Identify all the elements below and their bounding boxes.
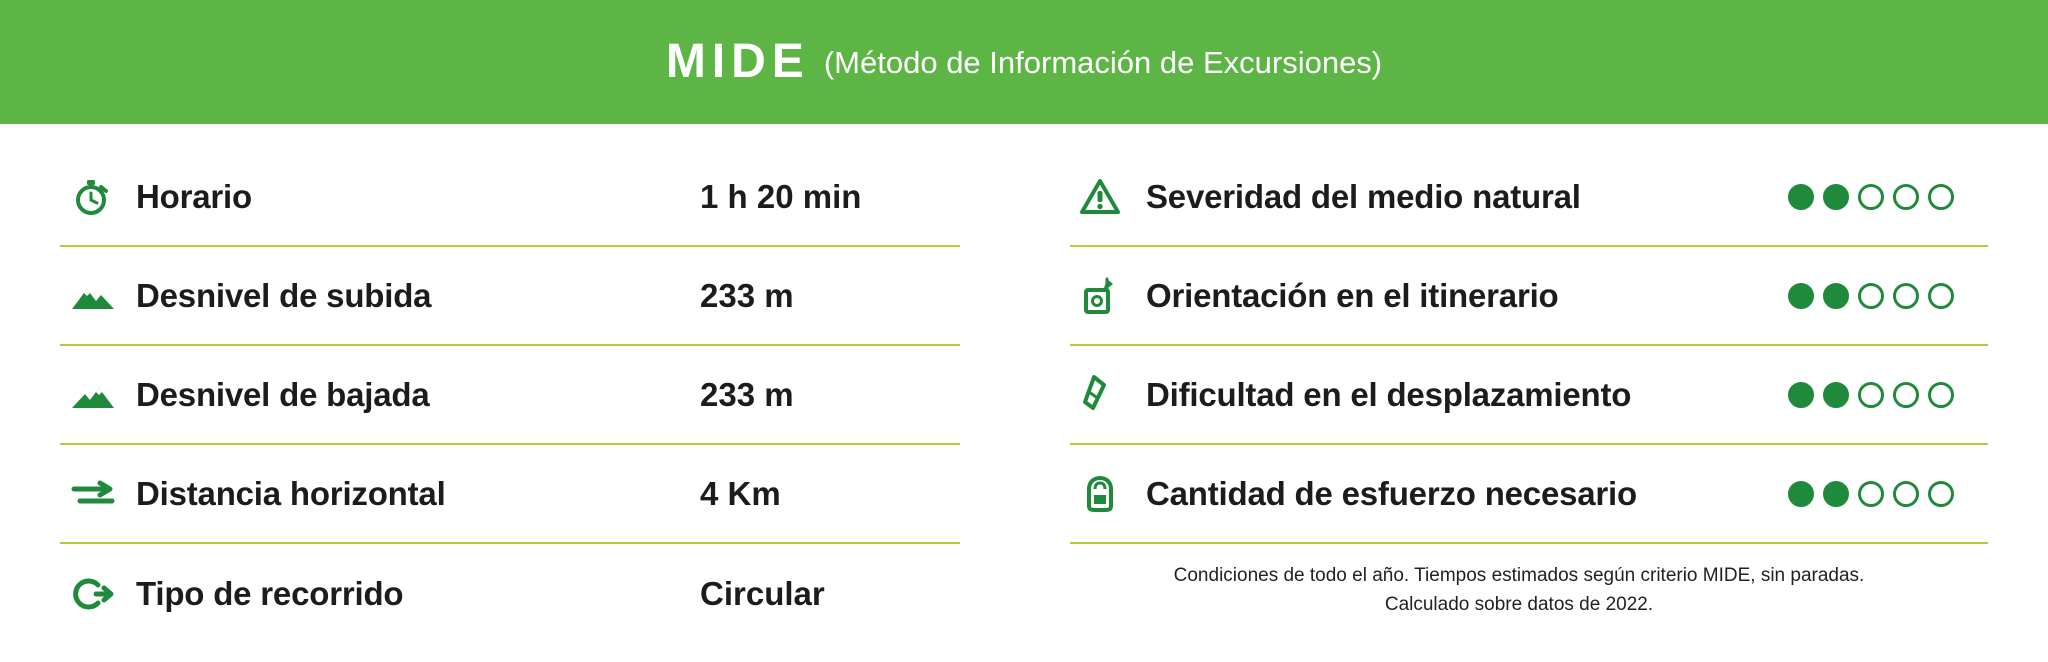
horizontal-distance-icon — [60, 479, 136, 509]
row-label: Desnivel de subida — [136, 276, 432, 314]
rating-dot — [1788, 283, 1814, 309]
rating-dot — [1893, 382, 1919, 408]
mide-footnote — [1070, 544, 1988, 619]
table-row — [60, 445, 960, 544]
footnote-line-2: Calculado sobre datos de 2022. — [1384, 593, 1654, 615]
row-label: Severidad del medio natural — [1146, 177, 1581, 215]
row-label: Orientación en el itinerario — [1146, 276, 1559, 314]
table-row — [1070, 346, 1988, 445]
rating-dot — [1788, 481, 1814, 507]
row-label: Dificultad en el desplazamiento — [1146, 375, 1632, 413]
rating-dot — [1858, 382, 1884, 408]
row-value: 1 h 20 min — [700, 177, 862, 215]
row-label: Tipo de recorrido — [136, 574, 404, 612]
rating-dot — [1928, 382, 1954, 408]
row-label: Horario — [136, 177, 252, 215]
table-row — [1070, 445, 1988, 544]
rating-dot — [1893, 481, 1919, 507]
mide-left-column — [60, 148, 960, 643]
mide-header — [0, 0, 2048, 124]
descent-mountain-icon — [60, 378, 136, 412]
rating-dot — [1928, 481, 1954, 507]
mide-body — [0, 124, 2048, 643]
rating-dot — [1893, 283, 1919, 309]
rating-dots — [1788, 184, 1988, 210]
rating-dot — [1858, 283, 1884, 309]
row-value: Circular — [700, 574, 825, 612]
row-value: 233 m — [700, 375, 794, 413]
row-value: 233 m — [700, 276, 794, 314]
boot-difficulty-icon — [1070, 374, 1146, 416]
table-row — [1070, 148, 1988, 247]
rating-dots — [1788, 382, 1988, 408]
rating-dots — [1788, 283, 1988, 309]
rating-dot — [1928, 184, 1954, 210]
rating-dot — [1823, 184, 1849, 210]
mide-logo: MIDE — [665, 35, 810, 88]
rating-dots — [1788, 481, 1988, 507]
rating-dot — [1823, 382, 1849, 408]
row-value: 4 Km — [700, 474, 781, 512]
mide-subtitle: (Método de Información de Excursiones) — [823, 44, 1383, 80]
row-label: Distancia horizontal — [136, 474, 446, 512]
warning-triangle-icon — [1070, 178, 1146, 216]
table-row — [60, 247, 960, 346]
mide-right-column — [960, 148, 1988, 643]
rating-dot — [1928, 283, 1954, 309]
rating-dot — [1823, 481, 1849, 507]
ascent-mountain-icon — [60, 279, 136, 313]
row-label: Cantidad de esfuerzo necesario — [1146, 474, 1637, 512]
rating-dot — [1858, 481, 1884, 507]
rating-dot — [1893, 184, 1919, 210]
rating-dot — [1788, 184, 1814, 210]
row-label: Desnivel de bajada — [136, 375, 430, 413]
circular-route-icon — [60, 574, 136, 614]
effort-backpack-icon — [1070, 473, 1146, 515]
stopwatch-icon — [60, 176, 136, 218]
table-row — [1070, 247, 1988, 346]
table-row — [60, 346, 960, 445]
compass-orientation-icon — [1070, 276, 1146, 316]
rating-dot — [1788, 382, 1814, 408]
rating-dot — [1858, 184, 1884, 210]
footnote-line-1: Condiciones de todo el año. Tiempos estimados según criterio MIDE, sin paradas. — [1173, 565, 1865, 586]
table-row — [60, 148, 960, 247]
rating-dot — [1823, 283, 1849, 309]
table-row — [60, 544, 960, 643]
